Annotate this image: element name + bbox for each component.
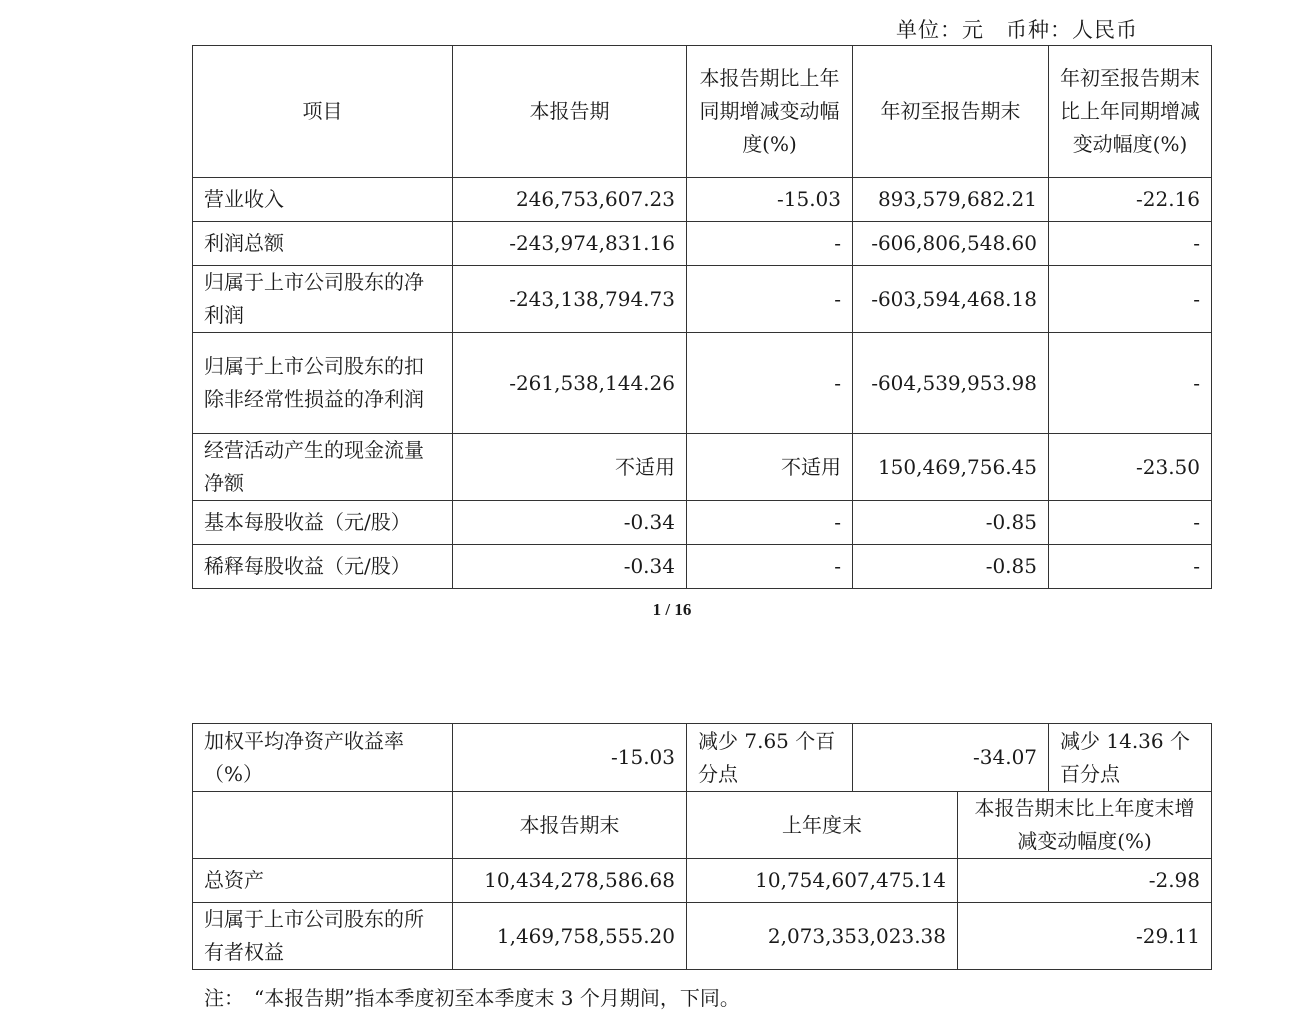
header-blank bbox=[193, 792, 453, 859]
row-item: 稀释每股收益（元/股） bbox=[193, 545, 453, 589]
row-current: -243,138,794.73 bbox=[453, 266, 687, 333]
row-change: - bbox=[687, 333, 853, 434]
row-change: - bbox=[687, 545, 853, 589]
table-header-row bbox=[193, 792, 1212, 859]
table-row bbox=[193, 903, 1212, 970]
table-row bbox=[193, 434, 1212, 501]
row-item: 总资产 bbox=[193, 859, 453, 903]
row-item: 归属于上市公司股东的扣除非经常性损益的净利润 bbox=[193, 333, 453, 434]
row-last-year-end: 10,754,607,475.14 bbox=[687, 859, 958, 903]
row-current: -0.34 bbox=[453, 545, 687, 589]
row-change: -29.11 bbox=[958, 903, 1212, 970]
row-change: - bbox=[687, 266, 853, 333]
row-item: 利润总额 bbox=[193, 222, 453, 266]
row-item: 加权平均净资产收益率（%） bbox=[193, 724, 453, 792]
header-current-period: 本报告期 bbox=[453, 46, 687, 178]
table-row bbox=[193, 222, 1212, 266]
row-ytd: 893,579,682.21 bbox=[853, 178, 1049, 222]
table-row bbox=[193, 333, 1212, 434]
row-ytd-change: - bbox=[1049, 222, 1212, 266]
row-ytd-change: - bbox=[1049, 545, 1212, 589]
row-ytd-change: - bbox=[1049, 333, 1212, 434]
table-row-roe bbox=[193, 724, 1212, 792]
row-current: -15.03 bbox=[453, 724, 687, 792]
table-row bbox=[193, 545, 1212, 589]
row-ytd-change: -23.50 bbox=[1049, 434, 1212, 501]
table-row bbox=[193, 501, 1212, 545]
row-item: 营业收入 bbox=[193, 178, 453, 222]
row-item: 基本每股收益（元/股） bbox=[193, 501, 453, 545]
row-ytd: -604,539,953.98 bbox=[853, 333, 1049, 434]
row-ytd-change: 减少 14.36 个百分点 bbox=[1049, 724, 1212, 792]
row-current: 不适用 bbox=[453, 434, 687, 501]
row-current-end: 1,469,758,555.20 bbox=[453, 903, 687, 970]
header-change: 本报告期末比上年度末增减变动幅度(%) bbox=[958, 792, 1212, 859]
row-ytd: 150,469,756.45 bbox=[853, 434, 1049, 501]
table-row bbox=[193, 859, 1212, 903]
table-row bbox=[193, 178, 1212, 222]
row-last-year-end: 2,073,353,023.38 bbox=[687, 903, 958, 970]
header-yoy-change: 本报告期比上年同期增减变动幅度(%) bbox=[687, 46, 853, 178]
row-item: 归属于上市公司股东的净利润 bbox=[193, 266, 453, 333]
row-ytd: -0.85 bbox=[853, 501, 1049, 545]
row-ytd-change: - bbox=[1049, 266, 1212, 333]
footnote: 注： “本报告期”指本季度初至本季度末 3 个月期间，下同。 bbox=[204, 986, 740, 1010]
financial-data-table bbox=[192, 45, 1212, 589]
unit-currency-line: 单位：元 币种：人民币 bbox=[896, 18, 1138, 42]
header-current-period-end: 本报告期末 bbox=[453, 792, 687, 859]
row-ytd: -34.07 bbox=[853, 724, 1049, 792]
row-change: -15.03 bbox=[687, 178, 853, 222]
row-change: -2.98 bbox=[958, 859, 1212, 903]
row-change: 不适用 bbox=[687, 434, 853, 501]
row-item: 经营活动产生的现金流量净额 bbox=[193, 434, 453, 501]
row-change: - bbox=[687, 222, 853, 266]
header-item: 项目 bbox=[193, 46, 453, 178]
header-last-year-end: 上年度末 bbox=[687, 792, 958, 859]
page-number: 1 / 16 bbox=[652, 600, 692, 619]
row-change: 减少 7.65 个百分点 bbox=[687, 724, 853, 792]
row-ytd: -606,806,548.60 bbox=[853, 222, 1049, 266]
table-header-row bbox=[193, 46, 1212, 178]
financial-data-table-continued bbox=[192, 723, 1212, 970]
row-current: 246,753,607.23 bbox=[453, 178, 687, 222]
row-current: -243,974,831.16 bbox=[453, 222, 687, 266]
row-current-end: 10,434,278,586.68 bbox=[453, 859, 687, 903]
table-row bbox=[193, 266, 1212, 333]
row-ytd-change: -22.16 bbox=[1049, 178, 1212, 222]
row-ytd: -603,594,468.18 bbox=[853, 266, 1049, 333]
row-ytd: -0.85 bbox=[853, 545, 1049, 589]
row-current: -261,538,144.26 bbox=[453, 333, 687, 434]
row-current: -0.34 bbox=[453, 501, 687, 545]
row-change: - bbox=[687, 501, 853, 545]
header-ytd: 年初至报告期末 bbox=[853, 46, 1049, 178]
row-item: 归属于上市公司股东的所有者权益 bbox=[193, 903, 453, 970]
header-ytd-change: 年初至报告期末比上年同期增减变动幅度(%) bbox=[1049, 46, 1212, 178]
row-ytd-change: - bbox=[1049, 501, 1212, 545]
